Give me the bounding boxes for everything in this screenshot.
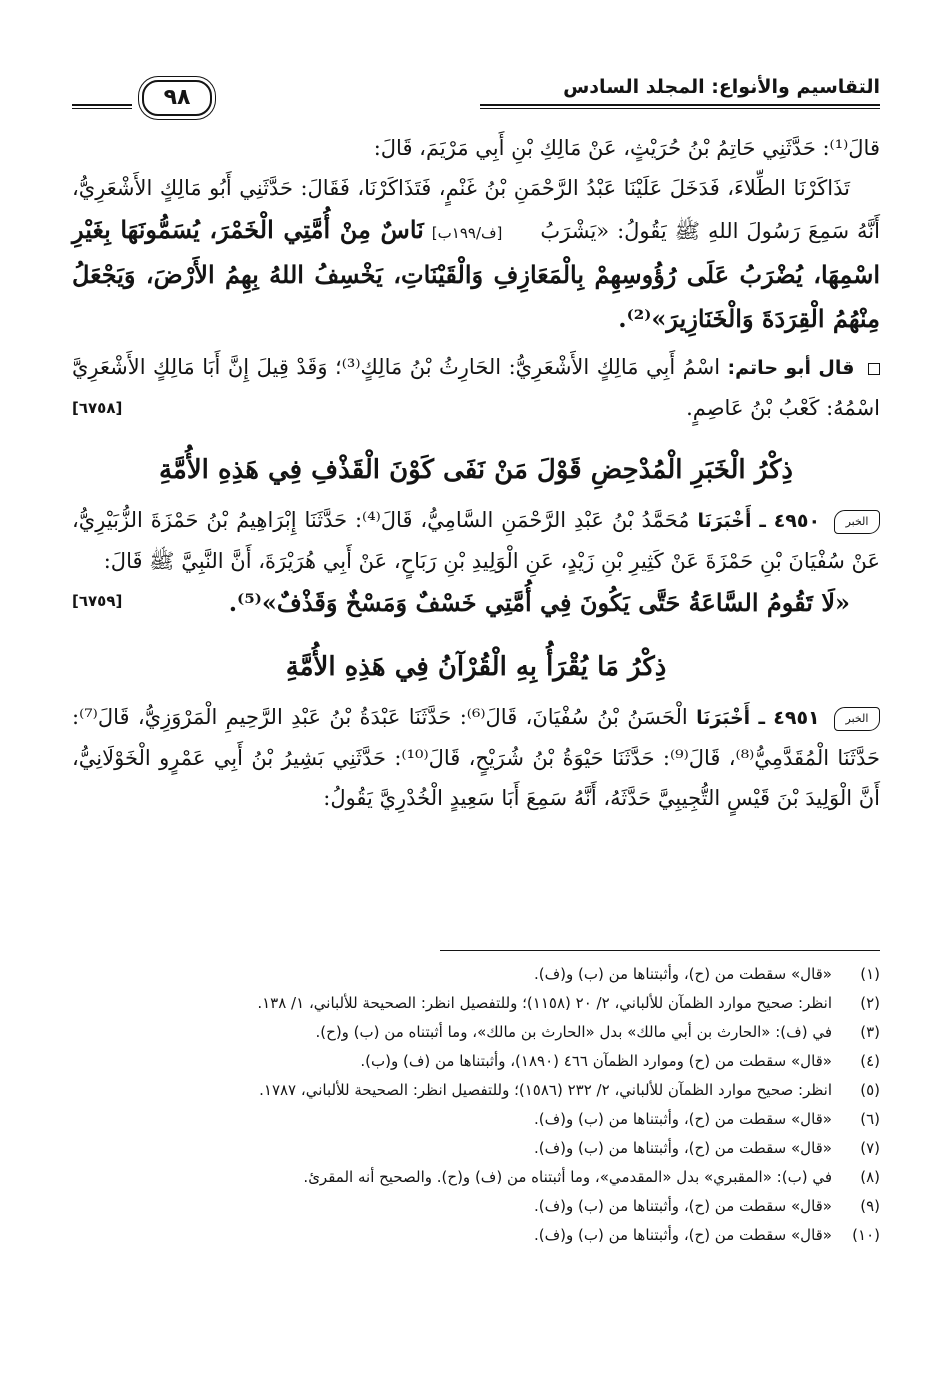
running-title: التقاسيم والأنواع: المجلد السادس — [563, 76, 880, 98]
footnote-text: «قال» سقطت من (ح)، وأثبتناها من (ب) و(ف). — [533, 1197, 832, 1215]
footnote-text: «قال» سقطت من (ح)، وأثبتناها من (ب) و(ف). — [533, 1139, 832, 1157]
footnote — [72, 1018, 880, 1047]
footnote-number: (٩) — [860, 1197, 880, 1215]
footnote — [72, 1221, 880, 1250]
footnote — [72, 1192, 880, 1221]
footnote-number: (١٠) — [852, 1226, 880, 1244]
paragraph-isnad: قالَ⁽¹⁾: حَدَّثَنِي حَاتِمُ بْنُ حُرَيْثٍ، عَنْ مَالِكِ بْنِ أَبِي مَرْيَمَ، قَالَ: — [373, 136, 880, 160]
footnote-number: (٨) — [860, 1168, 880, 1186]
khabar-badge-icon: الخبر — [834, 510, 880, 534]
footnote-text: «قال» سقطت من (ح)، وأثبتناها من (ب) و(ف). — [533, 1110, 832, 1128]
hadith-matn: نَاسٌ مِنْ أُمَّتِي الْخَمْرَ، يُسَمُّونَهَا بِغَيْرِ اسْمِهَا، يُضْرَبُ عَلَى رُؤُوسِهِمْ بِالْمَعَازِفِ وَالْقَيْنَاتِ، يَخْسِفُ اللهُ بِهِمُ الأَرْضَ، وَيَجْعَلُ مِنْهُمُ الْقِرَدَةَ وَالْخَنَازِيرَ»⁽²⁾. — [72, 215, 880, 333]
footnote-text: «قال» سقطت من (ح) وموارد الظمآن ٤٦٦ (١٨٩٠)، وأثبتناها من (ف) و(ب). — [360, 1052, 832, 1070]
book-page — [72, 70, 880, 1330]
footnotes — [72, 960, 880, 1250]
footnote-number: (٣) — [860, 1023, 880, 1041]
chapter-heading: ذِكْرُ الْخَبَرِ الْمُدْحِضِ قَوْلَ مَنْ نَفَى كَوْنَ الْقَذْفِ فِي هَذِهِ الأُمَّةِ — [158, 455, 794, 485]
footnote-number: (٧) — [860, 1139, 880, 1157]
footnote-number: (١) — [860, 965, 880, 983]
abu-hatim-comment — [72, 347, 880, 428]
main-text — [72, 128, 880, 818]
abu-hatim-text: اسْمُ أَبِي مَالِكٍ الأَشْعَرِيُّ: الحَارِثُ بْنُ مَالِكٍ⁽³⁾؛ وَقَدْ قِيلَ إِنَّ أَبَا مَالِكٍ الأَشْعَرِيَّ اسْمُهُ: كَعْبُ بْنُ عَاصِمٍ. — [72, 355, 880, 420]
footnote-number: (٥) — [860, 1081, 880, 1099]
header-rule-left — [72, 104, 132, 109]
footnote-text: «قال» سقطت من (ح)، وأثبتناها من (ب) و(ف). — [533, 965, 832, 983]
footnote-text: «قال» سقطت من (ح)، وأثبتناها من (ب) و(ف). — [533, 1226, 832, 1244]
khabar-badge-icon: الخبر — [834, 707, 880, 731]
footnote — [72, 1163, 880, 1192]
hadith-4950-matn — [72, 581, 880, 625]
footnote-text: في (ب): «المقبري» بدل «المقدمي»، وما أثبتناه من (ف) و(ح). والصحيح أنه المقرئ. — [303, 1168, 832, 1186]
footnote-number: (٤) — [860, 1052, 880, 1070]
hadith-isnad: الْحَسَنُ بْنُ سُفْيَانَ، قَالَ⁽⁶⁾: حَدَّثَنَا عَبْدَةُ بْنُ عَبْدِ الرَّحِيمِ الْمَرْوَزِيُّ، قَالَ⁽⁷⁾: حَدَّثَنَا الْمُقَدَّمِيُّ⁽⁸⁾، قَالَ⁽⁹⁾: حَدَّثَنَا حَيْوَةُ بْنُ شُرَيْحٍ، قَالَ⁽¹⁰⁾: حَدَّثَنِي بَشِيرُ بْنُ أَبِي عَمْرٍو الْخَوْلَانِيُّ، أَنَّ الْوَلِيدَ بْنَ قَيْسٍ التُّجِيبِيَّ حَدَّثَهُ، أَنَّهُ سَمِعَ أَبَا سَعِيدٍ الْخُدْرِيَّ يَقُولُ: — [72, 705, 880, 810]
footnote-separator — [440, 950, 880, 951]
footnote — [72, 1047, 880, 1076]
manuscript-tag: [ف/١٩٩ب] — [431, 224, 503, 242]
footnote-text: في (ف): «الحارث بن أبي مالك» بدل «الحارث بن مالك»، وما أثبتناه من (ب) و(ح). — [315, 1023, 832, 1041]
hadith-number: ٤٩٥١ ـ أَخْبَرَنَا — [696, 707, 820, 729]
reference-number: [٦٧٥٩] — [72, 592, 123, 610]
page-header — [72, 70, 880, 116]
footnote — [72, 1134, 880, 1163]
page-number: ٩٨ — [142, 80, 212, 116]
hadith-matn: «لَا تَقُومُ السَّاعَةُ حَتَّى يَكُونَ فِي أُمَّتِي خَسْفٌ وَمَسْخٌ وَقَذْفٌ»⁽⁵⁾. — [228, 588, 850, 617]
header-rule-right — [480, 104, 880, 109]
hadith-number: ٤٩٥٠ ـ أَخْبَرَنَا — [697, 510, 821, 532]
footnote — [72, 989, 880, 1018]
footnote-text: انظر: صحيح موارد الظمآن للألباني، ٢/ ٢٣٢ (١٥٨٦)؛ وللتفصيل انظر: الصحيحة للألباني، ١٧٨٧. — [259, 1081, 832, 1099]
footnote-number: (٦) — [860, 1110, 880, 1128]
hadith-4950 — [72, 500, 880, 581]
paragraph-hadith — [72, 168, 880, 341]
footnote — [72, 1105, 880, 1134]
chapter-heading: ذِكْرُ مَا يُقْرَأُ بِهِ الْقُرْآنُ فِي هَذِهِ الأُمَّةِ — [285, 652, 667, 682]
abu-hatim-label: قال أبو حاتم: — [727, 357, 855, 379]
footnote-text: انظر: صحيح موارد الظمآن للألباني، ٢/ ٢٠ (١١٥٨)؛ وللتفصيل انظر: الصحيحة للألباني، ١/ ١٣٨. — [257, 994, 832, 1012]
footnote-number: (٢) — [860, 994, 880, 1012]
hadith-4951 — [72, 697, 880, 818]
reference-number: [٦٧٥٨] — [72, 399, 123, 417]
hadith-isnad: مُحَمَّدُ بْنُ عَبْدِ الرَّحْمَنِ السَّامِيُّ، قَالَ⁽⁴⁾: حَدَّثَنَا إِبْرَاهِيمُ بْنُ حَمْزَةَ الزُّبَيْرِيُّ، عَنْ سُفْيَانَ بْنِ حَمْزَةَ عَنْ كَثِيرِ بْنِ زَيْدٍ، عَنِ الْوَلِيدِ بْنِ رَبَاحٍ، عَنْ أَبِي هُرَيْرَةَ، أَنَّ النَّبِيَّ ﷺ قَالَ: — [72, 508, 880, 573]
hadith-narration: تَذَاكَرْنَا الطِّلاءَ، فَدَخَلَ عَلَيْنَا عَبْدُ الرَّحْمَنِ بْنُ غَنْمٍ، فَتَذَاكَرْنَا، فَقَالَ: حَدَّثَنِي أَبُو مَالِكٍ الأَشْعَرِيُّ، أَنَّهُ سَمِعَ رَسُولَ اللهِ ﷺ يَقُولُ: «يَشْرَبُ — [72, 176, 880, 243]
footnote — [72, 960, 880, 989]
square-bullet-icon — [868, 363, 880, 375]
footnote — [72, 1076, 880, 1105]
